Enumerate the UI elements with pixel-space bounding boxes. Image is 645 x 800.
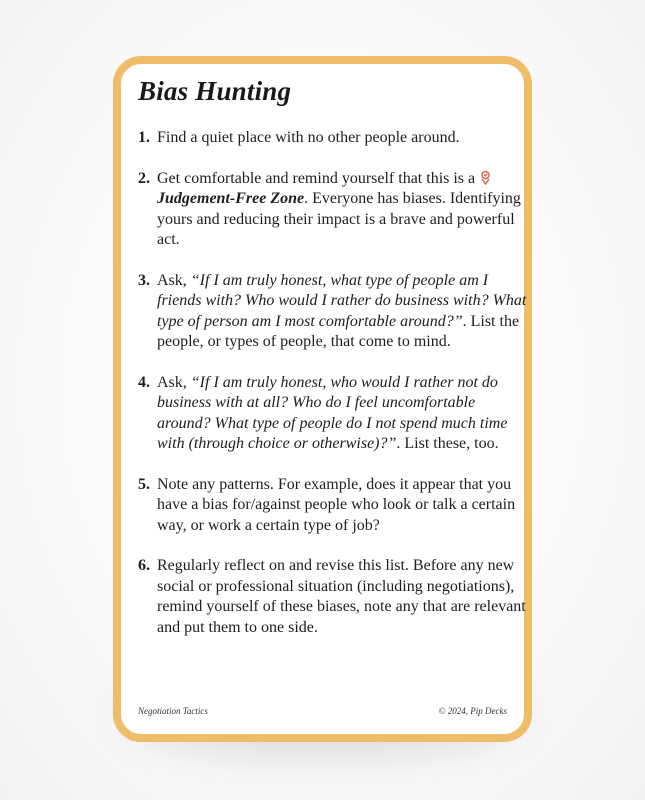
step-text: Regularly reflect on and revise this list. Before any new social or professional situation (including negotiations), remind yourself of these biases, note any that are relevant and put them to one side. bbox=[157, 557, 526, 636]
step-quote: “If I am truly honest, what type of people am I friends with? Who would I rather do business with? What type of person am I most comfortable around?” bbox=[157, 271, 527, 330]
step-5 bbox=[138, 475, 528, 537]
step-lead: Ask, bbox=[157, 271, 191, 289]
step-number: 1. bbox=[138, 129, 150, 146]
tactic-card bbox=[113, 56, 532, 742]
step-text: Find a quiet place with no other people around. bbox=[157, 129, 460, 146]
step-text bbox=[157, 169, 528, 251]
step-3 bbox=[138, 271, 528, 353]
step-number: 3. bbox=[138, 271, 150, 289]
footer-copyright: © 2024, Pip Decks bbox=[438, 706, 507, 716]
step-lead: Get comfortable and remind yourself that this is a bbox=[157, 169, 480, 187]
step-6 bbox=[138, 556, 528, 638]
judge-gavel-icon bbox=[479, 170, 492, 185]
step-4 bbox=[138, 373, 528, 455]
step-rest: . Everyone has biases. Identifying yours and reducing their impact is a brave and powerful act. bbox=[157, 190, 521, 248]
step-number: 6. bbox=[138, 557, 150, 574]
step-number: 2. bbox=[138, 169, 150, 187]
step-number: 5. bbox=[138, 475, 150, 493]
step-text bbox=[157, 373, 528, 455]
step-text bbox=[157, 271, 528, 353]
step-2 bbox=[138, 169, 528, 251]
step-1 bbox=[138, 128, 528, 149]
step-number: 4. bbox=[138, 373, 150, 391]
card-title: Bias Hunting bbox=[138, 76, 292, 106]
judgement-free-zone-text: Judgement-Free Zone bbox=[157, 190, 305, 207]
steps-list bbox=[138, 128, 528, 658]
step-rest: . List these, too. bbox=[396, 435, 499, 452]
step-lead: Ask, bbox=[157, 373, 191, 391]
step-quote: “If I am truly honest, who would I rather not do business with at all? Who do I feel uncomfortable around? What type of people do I not spend much time with (through choice or otherwise)?” bbox=[157, 373, 508, 452]
footer-deck-name: Negotiation Tactics bbox=[138, 706, 208, 716]
step-text: Note any patterns. For example, does it appear that you have a bias for/against people who look or talk a certain way, or work a certain type of job? bbox=[157, 475, 516, 534]
step-rest: . List the people, or types of people, that come to mind. bbox=[157, 312, 520, 350]
